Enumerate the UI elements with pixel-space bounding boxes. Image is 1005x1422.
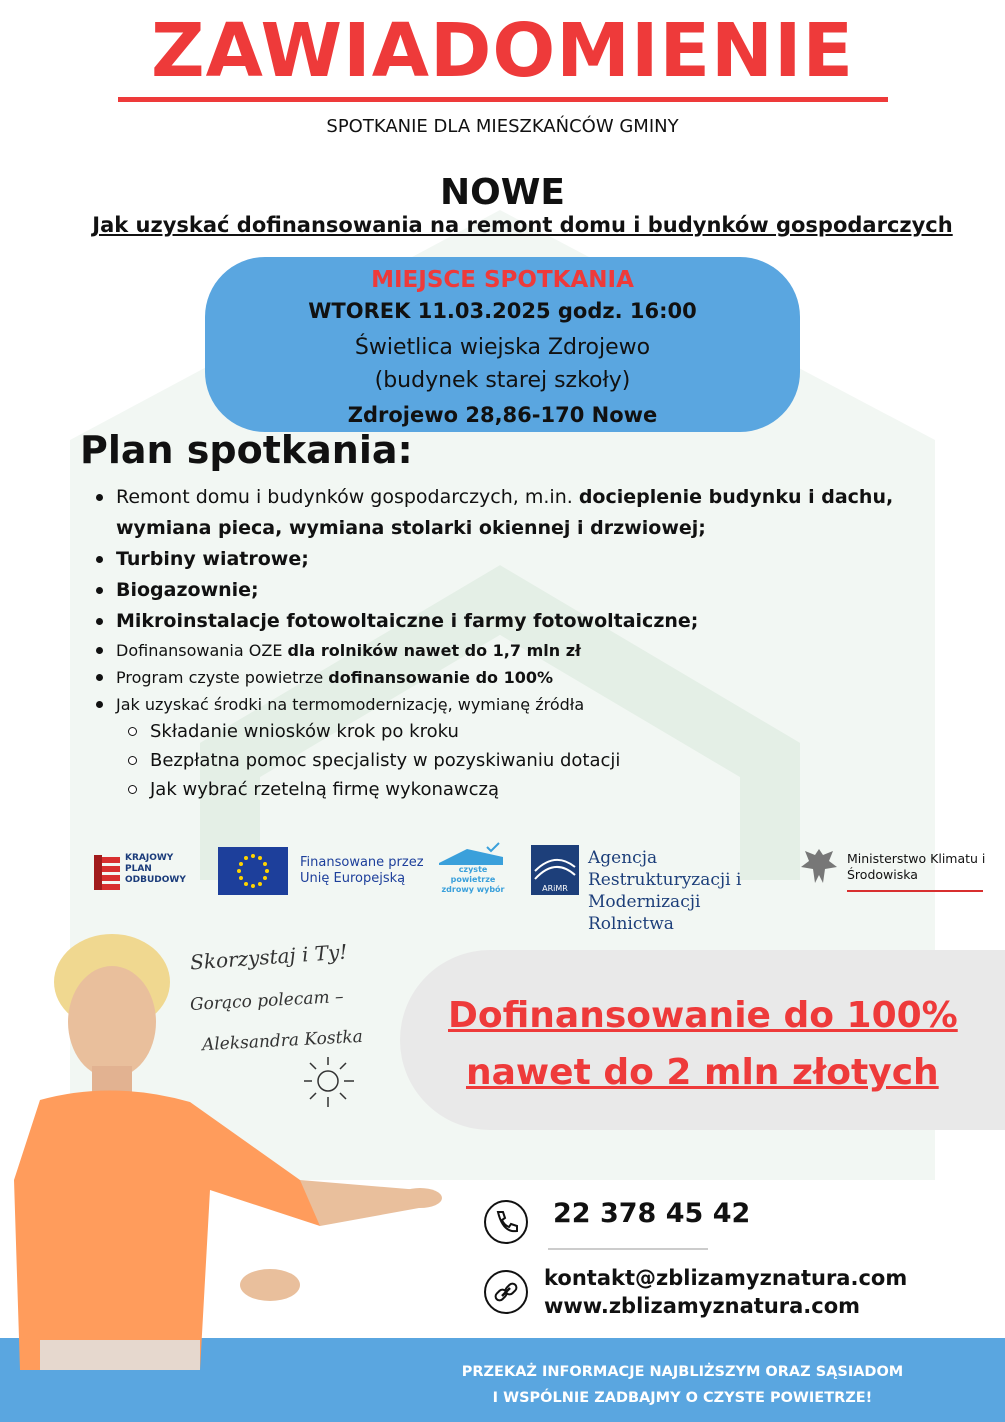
list-item-bold: Biogazownie; — [116, 579, 259, 601]
phone-icon — [484, 1200, 528, 1244]
phone-divider — [548, 1248, 708, 1250]
promo-line-2: nawet do 2 mln złotych — [466, 1052, 939, 1093]
eagle-emblem-icon — [797, 835, 841, 910]
sun-doodle-icon — [300, 1053, 360, 1113]
page-subtitle: SPOTKANIE DLA MIESZKAŃCÓW GMINY — [326, 116, 679, 137]
arimr-logo-icon — [531, 835, 581, 910]
venue-date: WTOREK 11.03.2025 godz. 16:00 — [308, 299, 697, 323]
plan-list — [92, 482, 952, 718]
handwritten-note — [180, 935, 430, 1095]
list-item-text: Program czyste powietrze — [116, 668, 329, 687]
mkis-logo: Ministerstwo Klimatu i Środowiska — [847, 851, 986, 882]
handwriting-line-3: Aleksandra Kostka — [201, 1026, 364, 1056]
partner-logos — [85, 835, 995, 934]
list-item-bold: docieplenie budynku i dachu, wymiana pieca, wymiana stolarki okiennej i drzwiowej; — [116, 486, 894, 539]
list-item — [92, 606, 952, 637]
handwriting-line-2: Gorąco polecam – — [189, 986, 344, 1016]
title-underline — [118, 97, 888, 102]
list-item-bold: dla rolników nawet do 1,7 mln zł — [287, 641, 581, 660]
list-item-text: Dofinansowania OZE — [116, 641, 288, 660]
eu-flag-icon — [218, 847, 288, 895]
contact-email[interactable]: kontakt@zblizamyznatura.com — [544, 1266, 908, 1290]
plan-sub-list — [128, 717, 620, 804]
czyste-powietrze-logo: czyste powietrze zdrowy wybór — [441, 865, 505, 894]
handwriting-line-1: Skorzystaj i Ty! — [189, 939, 349, 975]
footer-line-2: I WSPÓLNIE ZADBAJMY O CZYSTE POWIETRZE! — [492, 1390, 873, 1406]
mkis-rule — [847, 890, 983, 892]
footer-line-1: PRZEKAŻ INFORMACJE NAJBLIŻSZYM ORAZ SĄSIADOM — [461, 1364, 904, 1380]
kpo-logo-icon — [90, 835, 126, 910]
eu-funding-label: Finansowane przez Unię Europejską — [300, 855, 424, 886]
kpo-logo: KRAJOWY PLAN ODBUDOWY — [125, 853, 186, 885]
list-item-bold: Mikroinstalacje fotowoltaiczne i farmy fotowoltaiczne; — [116, 610, 699, 632]
venue-address: Zdrojewo 28,86-170 Nowe — [347, 403, 658, 427]
list-item-bold: Turbiny wiatrowe; — [116, 548, 309, 570]
list-item — [92, 637, 952, 664]
page-title: ZAWIADOMIENIE — [150, 8, 855, 94]
list-item — [92, 575, 952, 606]
list-item — [92, 482, 952, 544]
sub-list-item: Jak wybrać rzetelną firmę wykonawczą — [128, 775, 620, 804]
sub-list-item: Składanie wniosków krok po kroku — [128, 717, 620, 746]
venue-note: (budynek starej szkoły) — [374, 368, 631, 393]
link-icon — [484, 1270, 528, 1314]
contact-website[interactable]: www.zblizamyznatura.com — [544, 1294, 861, 1318]
arimr-short-label: ARiMR — [542, 884, 568, 893]
list-item — [92, 544, 952, 575]
venue-label: MIEJSCE SPOTKANIA — [371, 267, 634, 293]
venue-box — [205, 257, 800, 432]
list-item — [92, 691, 952, 718]
sub-list-item: Bezpłatna pomoc specjalisty w pozyskiwaniu dotacji — [128, 746, 620, 775]
list-item — [92, 664, 952, 691]
list-item-text: Remont domu i budynków gospodarczych, m.in. — [116, 486, 579, 508]
arimr-logo: Agencja Restrukturyzacji i Modernizacji Rolnictwa — [588, 848, 742, 934]
city-name: NOWE — [439, 172, 566, 213]
headline: Jak uzyskać dofinansowania na remont domu i budynków gospodarczych — [92, 213, 953, 237]
venue-name: Świetlica wiejska Zdrojewo — [354, 335, 651, 360]
promo-line-1: Dofinansowanie do 100% — [448, 995, 958, 1036]
plan-title: Plan spotkania: — [80, 428, 413, 472]
list-item-bold: dofinansowanie do 100% — [328, 668, 554, 687]
contact-phone[interactable]: 22 378 45 42 — [553, 1198, 751, 1229]
list-item-text: Jak uzyskać środki na termomodernizację, wymianę źródła — [116, 695, 585, 714]
promo-panel — [400, 950, 1005, 1130]
